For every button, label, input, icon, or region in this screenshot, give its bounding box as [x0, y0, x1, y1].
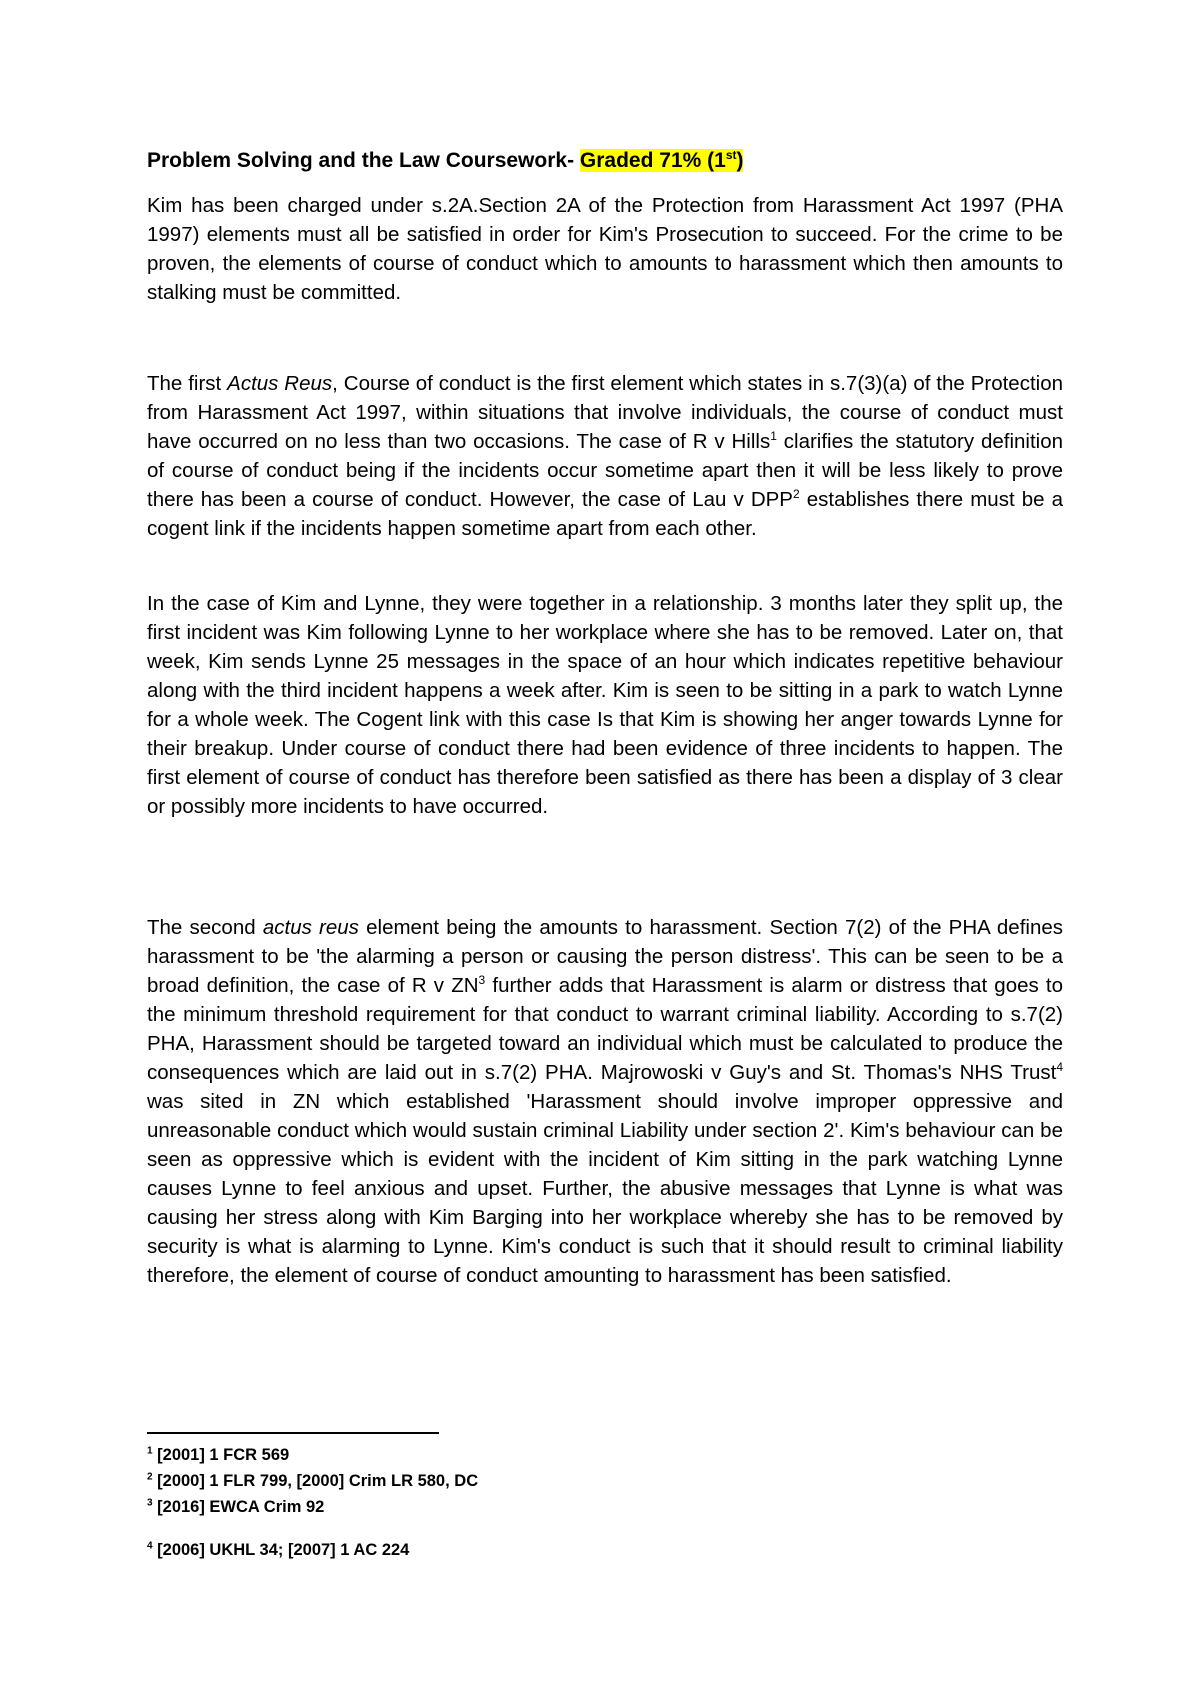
text: The second: [147, 916, 263, 939]
italic-term: Actus Reus: [227, 372, 333, 395]
document-title: [147, 146, 1063, 175]
footnote-ref[interactable]: 2: [792, 487, 800, 502]
footnote-number: 3: [147, 1497, 153, 1509]
paragraph-intro: Kim has been charged under s.2A.Section 2A of the Protection from Harassment Act 1997 (PHA 1997) elements must all be satisfied in order for Kim's Prosecution to succeed. For the crime to be proven, the elements of course of conduct which to amounts to harassment which then amounts to stalking must be committed.: [147, 194, 1063, 304]
text: , Course of conduct is the first element which states in s.7(3)(a) of the Protection from Harassment Act 1997, within situations that involve individuals, the course of conduct must have occurred on no less than two occasions. The case of R v Hills: [147, 372, 1063, 453]
footnote-text: [2016] EWCA Crim 92: [152, 1498, 325, 1516]
text: was sited in ZN which established 'Harassment should involve improper oppressive and unreasonable conduct which would sustain criminal Liability under section 2'. Kim's behaviour can be seen as oppressive which is evident with the incident of Kim sitting in the park watching Lynne causes Lynne to feel anxious and upset. Further, the abusive messages that Lynne is what was causing her stress along with Kim Barging into her workplace whereby she has to be removed by security is what is alarming to Lynne. Kim's conduct is such that it should result to criminal liability therefore, the element of course of conduct amounting to harassment has been satisfied.: [147, 1090, 1063, 1287]
footnote-4: [147, 1541, 409, 1560]
grade-text: Graded 71% (1: [579, 149, 726, 172]
footnote-ref[interactable]: 4: [1056, 1060, 1063, 1075]
grade-highlight: [580, 149, 744, 172]
text: establishes there must be a cogent link if the incidents happen sometime apart from each other.: [147, 488, 1064, 540]
title-text: Problem Solving and the Law Coursework-: [147, 149, 580, 172]
footnote-text: [2000] 1 FLR 799, [2000] Crim LR 580, DC: [152, 1472, 479, 1490]
paragraph-course-of-conduct: [147, 369, 1063, 543]
footnote-number: 1: [147, 1445, 153, 1457]
footnote-ref[interactable]: 1: [770, 429, 777, 444]
footnote-3: [147, 1498, 324, 1517]
footnote-separator: [147, 1432, 439, 1434]
text: further adds that Harassment is alarm or distress that goes to the minimum threshold requirement for that conduct to warrant criminal liability. According to s.7(2) PHA, Harassment should be targeted toward an individual which must be calculated to produce the consequences which are laid out in s.7(2) PHA. Majrowoski v Guy's and St. Thomas's NHS Trust: [147, 974, 1063, 1084]
grade-end: ): [736, 149, 744, 172]
footnote-text: [2006] UKHL 34; [2007] 1 AC 224: [152, 1541, 410, 1559]
text: clarifies the statutory definition of course of conduct being if the incidents occur sometime apart then it will be less likely to prove there has been a course of conduct. However, the case of Lau v DPP: [147, 430, 1064, 511]
paragraph-application: In the case of Kim and Lynne, they were together in a relationship. 3 months later they split up, the first incident was Kim following Lynne to her workplace where she has to be removed. Later on, that week, Kim sends Lynne 25 messages in the space of an hour which indicates repetitive behaviour along with the third incident happens a week after. Kim is seen to be sitting in a park to watch Lynne for a whole week. The Cogent link with this case Is that Kim is showing her anger towards Lynne for their breakup. Under course of conduct there had been evidence of three incidents to happen. The first element of course of conduct has therefore been satisfied as there has been a display of 3 clear or possibly more incidents to have occurred.: [147, 592, 1063, 818]
footnote-number: 4: [147, 1540, 153, 1552]
paragraph-harassment: [147, 913, 1063, 1290]
text: element being the amounts to harassment. Section 7(2) of the PHA defines harassment to be 'the alarming a person or causing the person distress'. This can be seen to be a broad definition, the case of R v ZN: [147, 916, 1063, 997]
footnote-2: [147, 1472, 478, 1491]
text: The first: [147, 372, 228, 395]
footnote-text: [2001] 1 FCR 569: [152, 1446, 290, 1464]
footnote-number: 2: [147, 1471, 153, 1483]
footnote-ref[interactable]: 3: [478, 973, 486, 988]
italic-term: actus reus: [262, 916, 359, 939]
footnote-1: [147, 1446, 289, 1465]
grade-superscript: st: [725, 148, 737, 162]
